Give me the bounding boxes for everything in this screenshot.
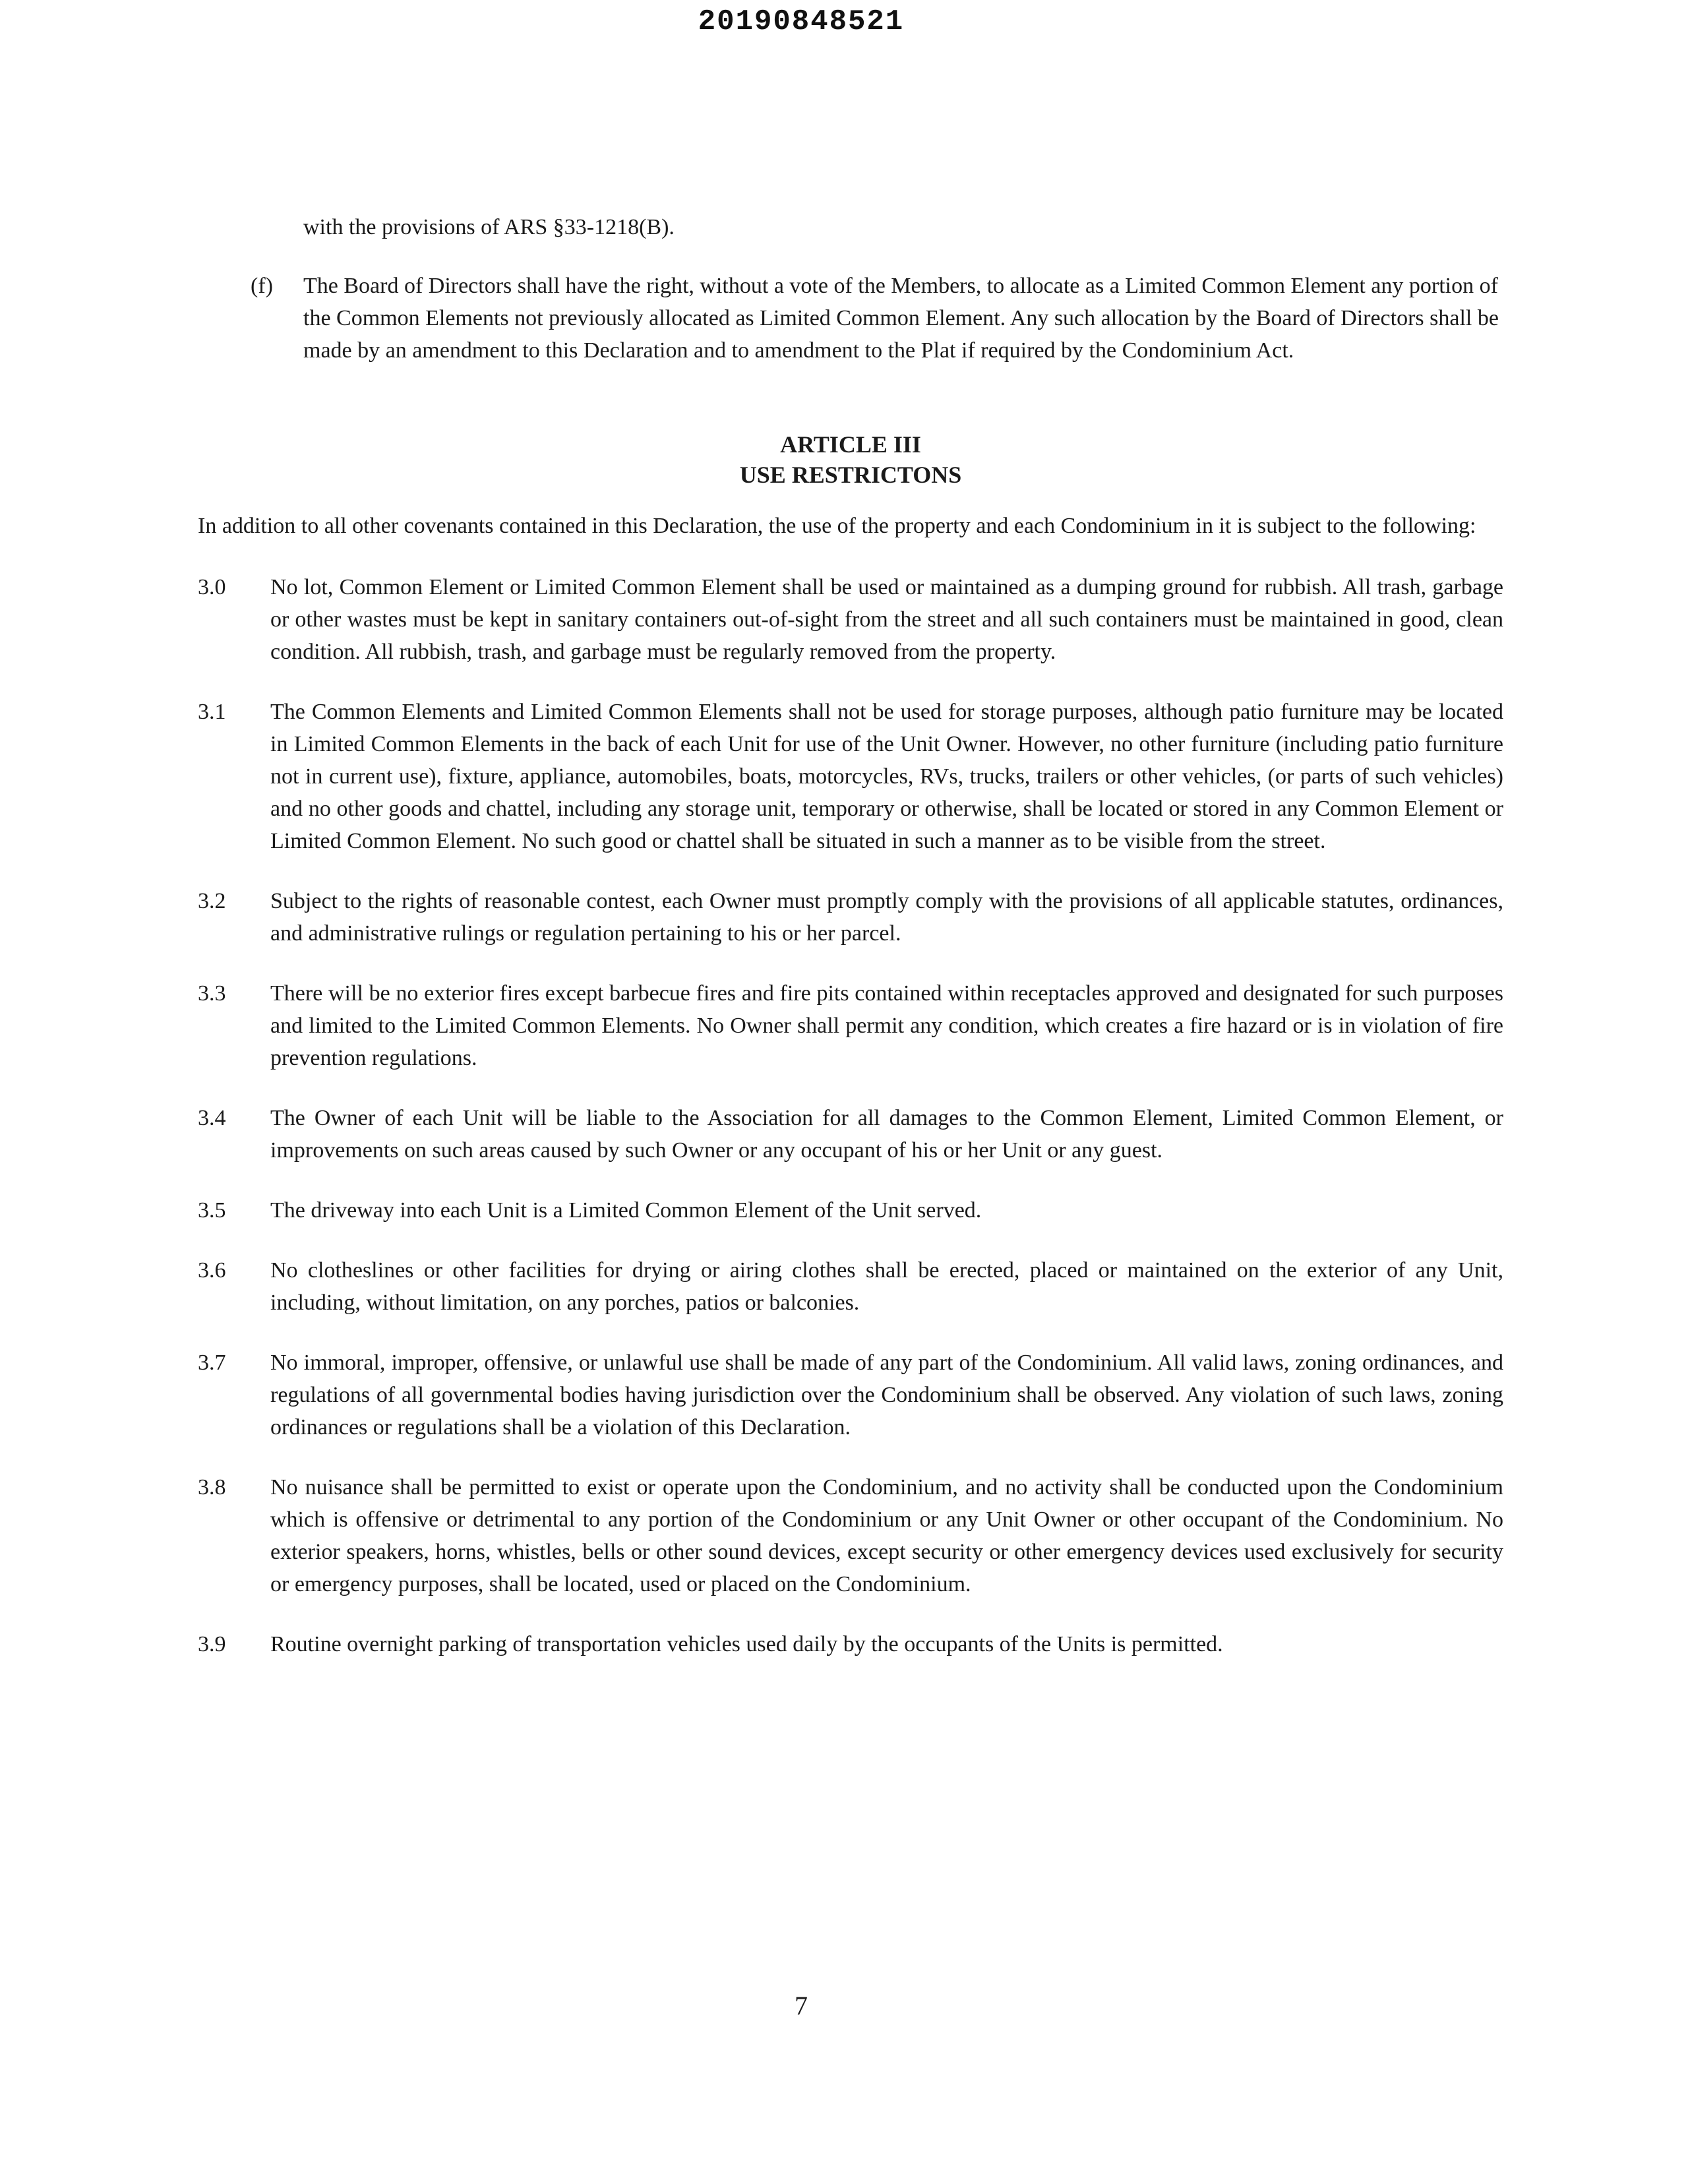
section-number: 3.3: [198, 981, 226, 1006]
section-list: [198, 571, 1503, 1660]
subsection-f: [251, 270, 1503, 367]
section-number: 3.6: [198, 1258, 226, 1283]
continued-text: with the provisions of ARS §33-1218(B).: [303, 215, 675, 239]
page-number: 7: [795, 1991, 808, 2020]
section-text: No immoral, improper, offensive, or unlawful use shall be made of any part of the Condominium. All valid laws, zoning ordinances, and regulations of all governmental bodies having jurisdiction over the Condominium shall be observed. Any violation of such laws, zoning ordinances or regulations shall be a violation of this Declaration.: [270, 1350, 1503, 1440]
document-page: [198, 211, 1503, 1688]
section-text: There will be no exterior fires except barbecue fires and fire pits contained within receptacles approved and designated for such purposes and limited to the Limited Common Elements. No Owner shall permit any condition, which creates a fire hazard or is in violation of fire prevention regulations.: [270, 981, 1503, 1070]
section-3-2: [198, 885, 1503, 950]
section-3-8: [198, 1471, 1503, 1600]
section-text: Routine overnight parking of transportation vehicles used daily by the occupants of the Units is permitted.: [270, 1632, 1223, 1656]
document-number: 20190848521: [698, 5, 905, 38]
section-3-3: [198, 977, 1503, 1074]
section-number: 3.1: [198, 700, 226, 724]
article-number: ARTICLE III: [780, 431, 921, 458]
section-number: 3.2: [198, 889, 226, 913]
section-3-5: [198, 1194, 1503, 1227]
section-3-7: [198, 1347, 1503, 1443]
section-text: The Owner of each Unit will be liable to the Association for all damages to the Common Element, Limited Common Element, or improvements on such areas caused by such Owner or any occupant of his or her Unit or any guest.: [270, 1106, 1503, 1163]
section-number: 3.9: [198, 1632, 226, 1656]
subsection-text: The Board of Directors shall have the right, without a vote of the Members, to allocate as a Limited Common Element any portion of the Common Elements not previously allocated as Limited Common Element. Any such allocation by the Board of Directors shall be made by an amendment to this Declaration and to amendment to the Plat if required by the Condominium Act.: [303, 274, 1499, 363]
section-text: Subject to the rights of reasonable contest, each Owner must promptly comply with the provisions of all applicable statutes, ordinances, and administrative rulings or regulation pertaining to his or her parcel.: [270, 889, 1503, 946]
section-3-1: [198, 696, 1503, 857]
section-number: 3.5: [198, 1198, 226, 1223]
section-text: No clotheslines or other facilities for drying or airing clothes shall be erected, placed or maintained on the exterior of any Unit, including, without limitation, on any porches, patios or balconies.: [270, 1258, 1503, 1315]
section-number: 3.4: [198, 1106, 226, 1130]
article-heading: [198, 429, 1503, 490]
section-text: The Common Elements and Limited Common Elements shall not be used for storage purposes, although patio furniture may be located in Limited Common Elements in the back of each Unit for use of the Unit Owner. However, no other furniture (including patio furniture not in current use), fixture, appliance, automobiles, boats, motorcycles, RVs, trucks, trailers or other vehicles, (or parts of such vehicles) and no other goods and chattel, including any storage unit, temporary or otherwise, shall be located or stored in any Common Element or Limited Common Element. No such good or chattel shall be situated in such a manner as to be visible from the street.: [270, 700, 1503, 853]
section-number: 3.0: [198, 575, 226, 599]
article-intro: In addition to all other covenants contained in this Declaration, the use of the property and each Condominium in it is subject to the following:: [198, 514, 1476, 538]
section-3-0: [198, 571, 1503, 668]
section-3-4: [198, 1102, 1503, 1167]
section-text: The driveway into each Unit is a Limited Common Element of the Unit served.: [270, 1198, 982, 1223]
section-number: 3.7: [198, 1350, 226, 1375]
subsection-label: (f): [251, 274, 273, 298]
section-text: No lot, Common Element or Limited Common Element shall be used or maintained as a dumping ground for rubbish. All trash, garbage or other wastes must be kept in sanitary containers out-of-sight from the street and all such containers must be maintained in good, clean condition. All rubbish, trash, and garbage must be regularly removed from the property.: [270, 575, 1503, 664]
section-text: No nuisance shall be permitted to exist or operate upon the Condominium, and no activity shall be conducted upon the Condominium which is offensive or detrimental to any portion of the Condominium or any Unit Owner or other occupant of the Condominium. No exterior speakers, horns, whistles, bells or other sound devices, except security or other emergency devices used exclusively for security or emergency purposes, shall be located, used or placed on the Condominium.: [270, 1475, 1503, 1596]
section-3-9: [198, 1628, 1503, 1660]
article-title: USE RESTRICTONS: [739, 462, 962, 488]
section-3-6: [198, 1254, 1503, 1319]
section-number: 3.8: [198, 1475, 226, 1500]
